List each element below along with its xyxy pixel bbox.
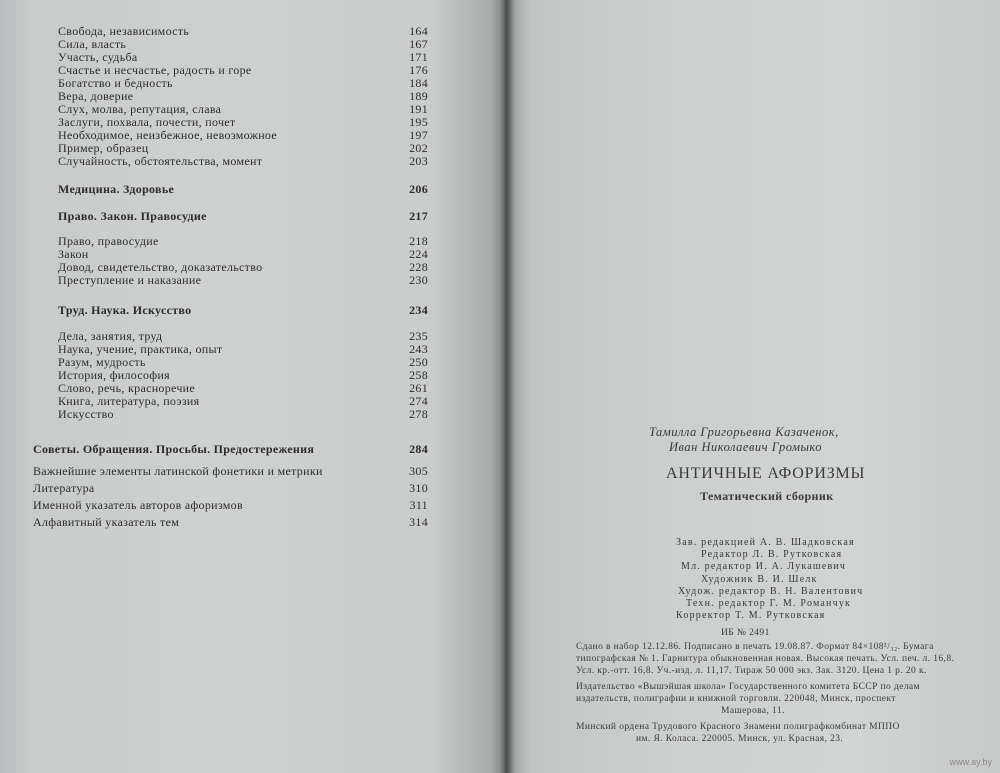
toc-entry [0, 155, 480, 169]
toc-entry-page: 171 [409, 50, 428, 64]
book-subtitle: Тематический сборник [700, 489, 834, 503]
toc-entry-page: 228 [409, 260, 428, 274]
staff-line: Худож. редактор В. Н. Валентович [678, 586, 864, 597]
toc-entry-page: 274 [409, 394, 428, 408]
toc-entry-page: 230 [409, 273, 428, 287]
toc-entry-title: Книга, литература, поэзия [58, 394, 200, 408]
toc-entry [0, 304, 480, 318]
toc-entry-page: 314 [409, 515, 428, 529]
toc-entry [0, 274, 480, 288]
toc-entry-title: Счастье и несчастье, радость и горе [58, 63, 252, 77]
toc-entry [0, 465, 480, 479]
toc-entry-page: 176 [409, 63, 428, 77]
toc-entry-page: 195 [409, 115, 428, 129]
toc-entry-title: Право, правосудие [58, 234, 159, 248]
publisher-info-line: издательств, полиграфии и книжной торговли. 220048, Минск, проспект [576, 694, 896, 704]
ib-number: ИБ № 2491 [721, 628, 770, 638]
toc-entry-title: Слово, речь, красноречие [58, 381, 196, 395]
right-page [506, 0, 1000, 773]
toc-entry-title: Труд. Наука. Искусство [58, 303, 192, 317]
toc-entry-page: 258 [409, 368, 428, 382]
toc-entry-title: Дела, занятия, труд [58, 329, 163, 343]
toc-entry-title: Медицина. Здоровье [58, 182, 175, 196]
toc-entry-title: Именной указатель авторов афоризмов [33, 498, 243, 512]
toc-entry-title: Искусство [58, 407, 114, 421]
toc-entry-title: Наука, учение, практика, опыт [58, 342, 223, 356]
printer-info-line: Минский ордена Трудового Красного Знамени полиграфкомбинат МППО [576, 722, 900, 732]
publisher-info-line: Машерова, 11. [721, 706, 785, 716]
toc-entry-page: 278 [409, 407, 428, 421]
toc-entry-page: 184 [409, 76, 428, 90]
toc-entry-title: Преступление и наказание [58, 273, 202, 287]
toc-entry-title: Свобода, независимость [58, 24, 190, 38]
toc-entry-title: Случайность, обстоятельства, момент [58, 154, 263, 168]
toc-entry-page: 234 [409, 303, 428, 317]
toc-entry-title: Заслуги, похвала, почести, почет [58, 115, 236, 129]
toc-entry [0, 183, 480, 197]
staff-line: Техн. редактор Г. М. Романчук [686, 598, 852, 609]
toc-entry-page: 310 [409, 481, 428, 495]
author-line-1: Тамилла Григорьевна Казаченок, [649, 425, 839, 439]
print-info-line: Усл. кр.-отт. 16,8. Уч.-изд. л. 11,17. Тираж 50 000 экз. Зак. 3120. Цена 1 р. 20 к. [576, 666, 927, 676]
toc-entry-page: 191 [409, 102, 428, 116]
toc-entry [0, 443, 480, 457]
toc-entry [0, 210, 480, 224]
toc-entry [0, 499, 480, 513]
toc-entry-page: 284 [409, 442, 428, 456]
watermark: www.ay.by [949, 757, 992, 767]
publisher-info-line: Издательство «Вышэйшая школа» Государственного комитета БССР по делам [576, 682, 920, 692]
toc-entry-title: Право. Закон. Правосудие [58, 209, 207, 223]
toc-entry-title: Литература [33, 481, 95, 495]
toc-entry-page: 206 [409, 182, 428, 196]
toc-entry-title: Закон [58, 247, 89, 261]
toc-entry-title: Богатство и бедность [58, 76, 173, 90]
toc-entry-title: История, философия [58, 368, 170, 382]
toc-entry-title: Сила, власть [58, 37, 127, 51]
staff-line: Художник В. И. Шелк [701, 574, 818, 585]
toc-entry-page: 243 [409, 342, 428, 356]
print-info-line: типографская № 1. Гарнитура обыкновенная новая. Высокая печать. Усл. печ. л. 16,8. [576, 654, 955, 664]
staff-line: Корректор Т. М. Рутковская [676, 610, 826, 621]
toc-entry-page: 218 [409, 234, 428, 248]
toc-entry-page: 164 [409, 24, 428, 38]
toc-entry-page: 235 [409, 329, 428, 343]
toc-entry [0, 516, 480, 530]
print-info-line: Сдано в набор 12.12.86. Подписано в печать 19.08.87. Формат 84×108¹/₃₂. Бумага [576, 642, 934, 652]
toc-entry-title: Пример, образец [58, 141, 149, 155]
toc-entry-page: 197 [409, 128, 428, 142]
book-title: АНТИЧНЫЕ АФОРИЗМЫ [666, 465, 866, 482]
toc-entry-page: 202 [409, 141, 428, 155]
toc-entry-page: 217 [409, 209, 428, 223]
toc-entry-page: 261 [409, 381, 428, 395]
book-gutter [500, 0, 514, 773]
toc-entry-title: Необходимое, неизбежное, невозможное [58, 128, 277, 142]
toc-entry-page: 311 [409, 498, 428, 512]
toc-entry [0, 408, 480, 422]
printer-info-line: им. Я. Коласа. 220005. Минск, ул. Красная, 23. [636, 734, 844, 744]
toc-entry-title: Слух, молва, репутация, слава [58, 102, 222, 116]
toc-entry-title: Вера, доверие [58, 89, 134, 103]
toc-entry-title: Участь, судьба [58, 50, 138, 64]
staff-line: Редактор Л. В. Рутковская [701, 549, 843, 560]
toc-entry [0, 482, 480, 496]
toc-entry-page: 224 [409, 247, 428, 261]
staff-line: Мл. редактор И. А. Лукашевич [681, 561, 847, 572]
toc-entry-title: Разум, мудрость [58, 355, 146, 369]
author-line-2: Иван Николаевич Громыко [669, 440, 823, 454]
staff-line: Зав. редакцией А. В. Шадковская [676, 537, 855, 548]
toc-entry-title: Важнейшие элементы латинской фонетики и метрики [33, 464, 323, 478]
toc-entry-page: 203 [409, 154, 428, 168]
toc-entry-page: 250 [409, 355, 428, 369]
toc-entry-page: 167 [409, 37, 428, 51]
toc-entry-page: 305 [409, 464, 428, 478]
toc-entry-title: Алфавитный указатель тем [33, 515, 180, 529]
toc-entry-title: Советы. Обращения. Просьбы. Предостережения [33, 442, 315, 456]
toc-entry-page: 189 [409, 89, 428, 103]
toc-entry-title: Довод, свидетельство, доказательство [58, 260, 263, 274]
